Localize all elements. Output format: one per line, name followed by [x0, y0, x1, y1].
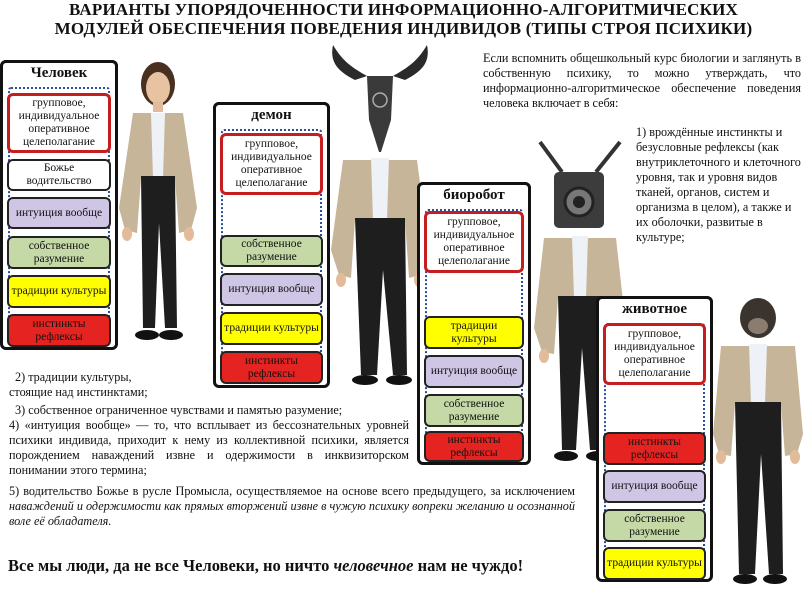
page-title — [0, 0, 807, 38]
box-goal-setting: групповое, индивидуальное оперативное целеполагание — [220, 133, 323, 195]
box-goal-setting: групповое, индивидуальное оперативное целеполагание — [603, 323, 706, 385]
item-5-italic: наваждений и одержимости как прямых вторжений извне в чужую психику вопреки желанию и осознанной воле её обладателя. — [9, 499, 575, 528]
box-instincts: инстинкты рефлексы — [424, 431, 524, 462]
footer-part-1: Все мы люди, да не все Человеки, но ничто — [8, 556, 334, 575]
box-instincts: инстинкты рефлексы — [603, 432, 706, 465]
person-animal-image — [713, 294, 807, 589]
title-line-1: ВАРИАНТЫ УПОРЯДОЧЕННОСТИ ИНФОРМАЦИОННО-АЛГОРИТМИЧЕСКИХ — [68, 0, 739, 19]
footer-part-2: нам не чуждо! — [413, 556, 524, 575]
box-intuition: интуиция вообще — [424, 355, 524, 388]
box-own-reason: собственное разумение — [603, 509, 706, 542]
item-3-text: 3) собственное ограниченное чувствами и памятью разумение; — [15, 403, 343, 417]
box-divine-guidance: Божье водительство — [7, 159, 111, 191]
box-intuition: интуиция вообще — [7, 197, 111, 229]
column-human-title: Человек — [0, 60, 118, 84]
box-culture-traditions: традиции культуры — [603, 547, 706, 580]
box-instincts: инстинкты рефлексы — [220, 351, 323, 384]
item-5-plain: 5) водительство Божье в русле Промысла, осуществляемое на основе всего предыдущего, за исключением — [9, 484, 575, 498]
box-own-reason: собственное разумение — [220, 235, 323, 267]
intro-text: Если вспомнить общешкольный курс биологии и заглянуть в собственную психику, то можно утверждать, что информационно-алгоритмическое обеспечение поведения человека включает в себя: — [483, 51, 801, 110]
item-2-line-2: стоящие над инстинктами; — [9, 385, 148, 399]
column-animal-title: животное — [596, 296, 713, 320]
box-culture-traditions: традиции культуры — [7, 275, 111, 308]
box-goal-setting: групповое, индивидуальное оперативное целеполагание — [7, 93, 111, 153]
column-biorobot-title: биоробот — [417, 182, 531, 206]
item-2-line-1: 2) традиции культуры, — [15, 370, 132, 384]
box-own-reason: собственное разумение — [424, 394, 524, 427]
box-culture-traditions: традиции культуры — [424, 316, 524, 349]
item-4-text: 4) «интуиция вообще» — то, что всплывает из бессознательных уровней психики индивида, приходит к нему из коллективной психики, является порождением наваждений извне и одержимости в инквизиторском понимании этого термина; — [9, 418, 409, 477]
box-intuition: интуиция вообще — [603, 470, 706, 503]
column-demon-title: демон — [213, 102, 330, 126]
title-line-2: МОДУЛЕЙ ОБЕСПЕЧЕНИЯ ПОВЕДЕНИЯ ИНДИВИДОВ (ТИПЫ СТРОЯ ПСИХИКИ) — [54, 19, 753, 38]
box-culture-traditions: традиции культуры — [220, 312, 323, 345]
column-demon — [213, 102, 330, 388]
column-animal — [596, 296, 713, 582]
box-own-reason: собственное разумение — [7, 236, 111, 269]
column-biorobot — [417, 182, 531, 465]
box-intuition: интуиция вообще — [220, 273, 323, 306]
item-5-text — [9, 484, 575, 529]
box-instincts: инстинкты рефлексы — [7, 314, 111, 347]
footer-italic: человечное — [333, 556, 414, 575]
footer-slogan — [8, 556, 523, 576]
person-human-image — [115, 58, 215, 348]
item-1-text: 1) врождённые инстинкты и безусловные рефлексы (как внутриклеточного и клеточного уровня, так и уровня видов тканей, органов, систем и организма в целом), а также и их оболочки, развитые в культуре; — [636, 125, 801, 244]
box-goal-setting: групповое, индивидуальное оперативное целеполагание — [424, 211, 524, 273]
column-human — [0, 60, 118, 350]
